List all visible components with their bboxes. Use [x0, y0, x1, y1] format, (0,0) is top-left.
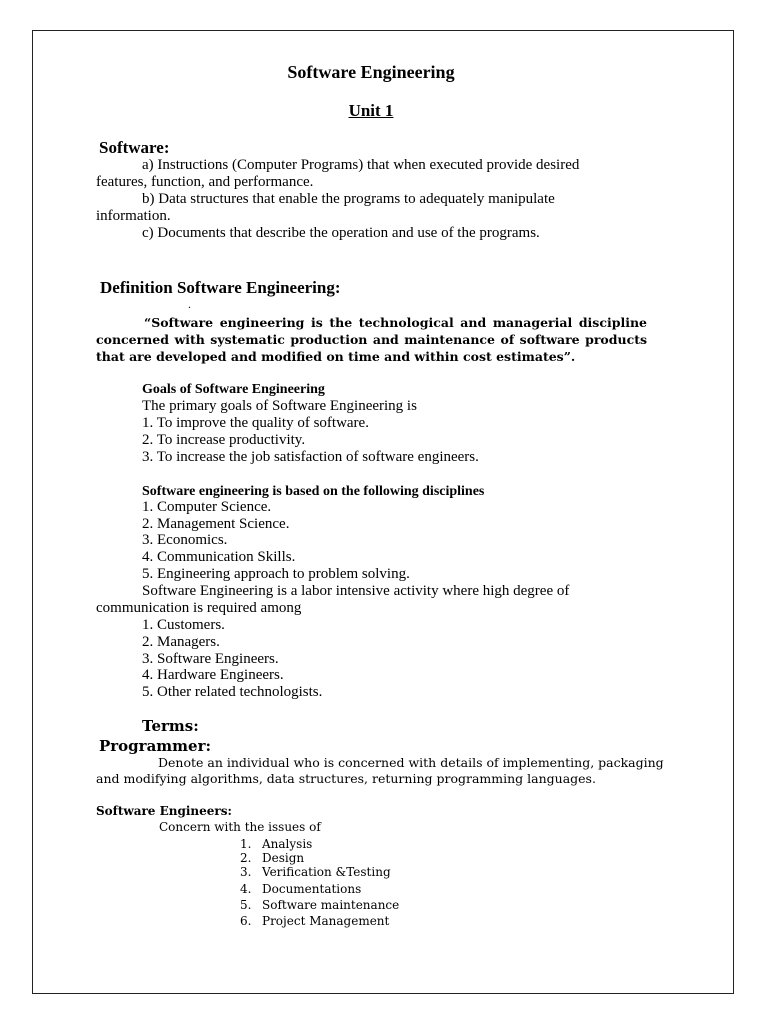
stakeholder-item: 2. Managers. [142, 634, 220, 650]
discipline-item: 1. Computer Science. [142, 499, 272, 515]
programmer-line2: and modifying algorithms, data structures, returning programming languages. [96, 771, 596, 786]
stakeholder-item: 3. Software Engineers. [142, 651, 279, 667]
terms-heading-text: Terms: [142, 717, 199, 735]
goal-item: 3. To increase the job satisfaction of software engineers. [142, 449, 479, 465]
labor-line1: Software Engineering is a labor intensive activity where high degree of [142, 583, 570, 599]
stakeholder-item: 1. Customers. [142, 617, 225, 633]
discipline-item: 2. Management Science. [142, 516, 290, 532]
terms-heading [142, 718, 199, 735]
programmer-line1: Denote an individual who is concerned with details of implementing, packaging [158, 755, 664, 770]
programmer-heading-text: Programmer: [99, 737, 212, 755]
software-item-b-line2: information. [96, 208, 171, 224]
goals-intro: The primary goals of Software Engineering is [142, 398, 417, 414]
issue-number: 5. [240, 898, 252, 912]
software-item-b-line1: b) Data structures that enable the programs to adequately manipulate [142, 191, 555, 207]
software-heading: Software: [99, 138, 170, 157]
stray-dot: . [188, 297, 191, 311]
issue-number: 2. [240, 851, 252, 865]
issue-number: 4. [240, 882, 252, 896]
stakeholder-item: 5. Other related technologists. [142, 684, 323, 700]
issue-number: 3. [240, 865, 252, 879]
issue-item: Documentations [262, 882, 362, 896]
stakeholder-item: 4. Hardware Engineers. [142, 667, 284, 683]
document-title: Software Engineering [287, 62, 455, 82]
software-engineers-heading: Software Engineers: [96, 804, 232, 818]
software-item-a-line2: features, function, and performance. [96, 174, 314, 190]
programmer-heading [99, 738, 211, 755]
software-engineers-intro: Concern with the issues of [159, 820, 321, 834]
unit-heading: Unit 1 [348, 101, 394, 120]
definition-quote [96, 314, 647, 365]
discipline-item: 5. Engineering approach to problem solving. [142, 566, 410, 582]
discipline-item: 3. Economics. [142, 532, 228, 548]
definition-quote-text: “Software engineering is the technological and managerial discipline concerned with systematic production and maintenance of software products that are developed and modified on time and within cost estimates”. [96, 315, 647, 364]
issue-number: 1. [240, 837, 252, 851]
labor-line2: communication is required among [96, 600, 302, 616]
issue-item: Analysis [262, 837, 313, 851]
goals-heading: Goals of Software Engineering [142, 382, 325, 397]
definition-heading: Definition Software Engineering: [100, 278, 341, 297]
issue-item: Design [262, 851, 305, 865]
discipline-item: 4. Communication Skills. [142, 549, 296, 565]
goal-item: 1. To improve the quality of software. [142, 415, 369, 431]
goal-item: 2. To increase productivity. [142, 432, 306, 448]
issue-item: Verification &Testing [262, 865, 391, 879]
issue-number: 6. [240, 914, 252, 928]
disciplines-heading: Software engineering is based on the following disciplines [142, 484, 485, 499]
issue-item: Software maintenance [262, 898, 400, 912]
issue-item: Project Management [262, 914, 390, 928]
software-item-c: c) Documents that describe the operation and use of the programs. [142, 225, 540, 241]
software-item-a-line1: a) Instructions (Computer Programs) that when executed provide desired [142, 157, 580, 173]
